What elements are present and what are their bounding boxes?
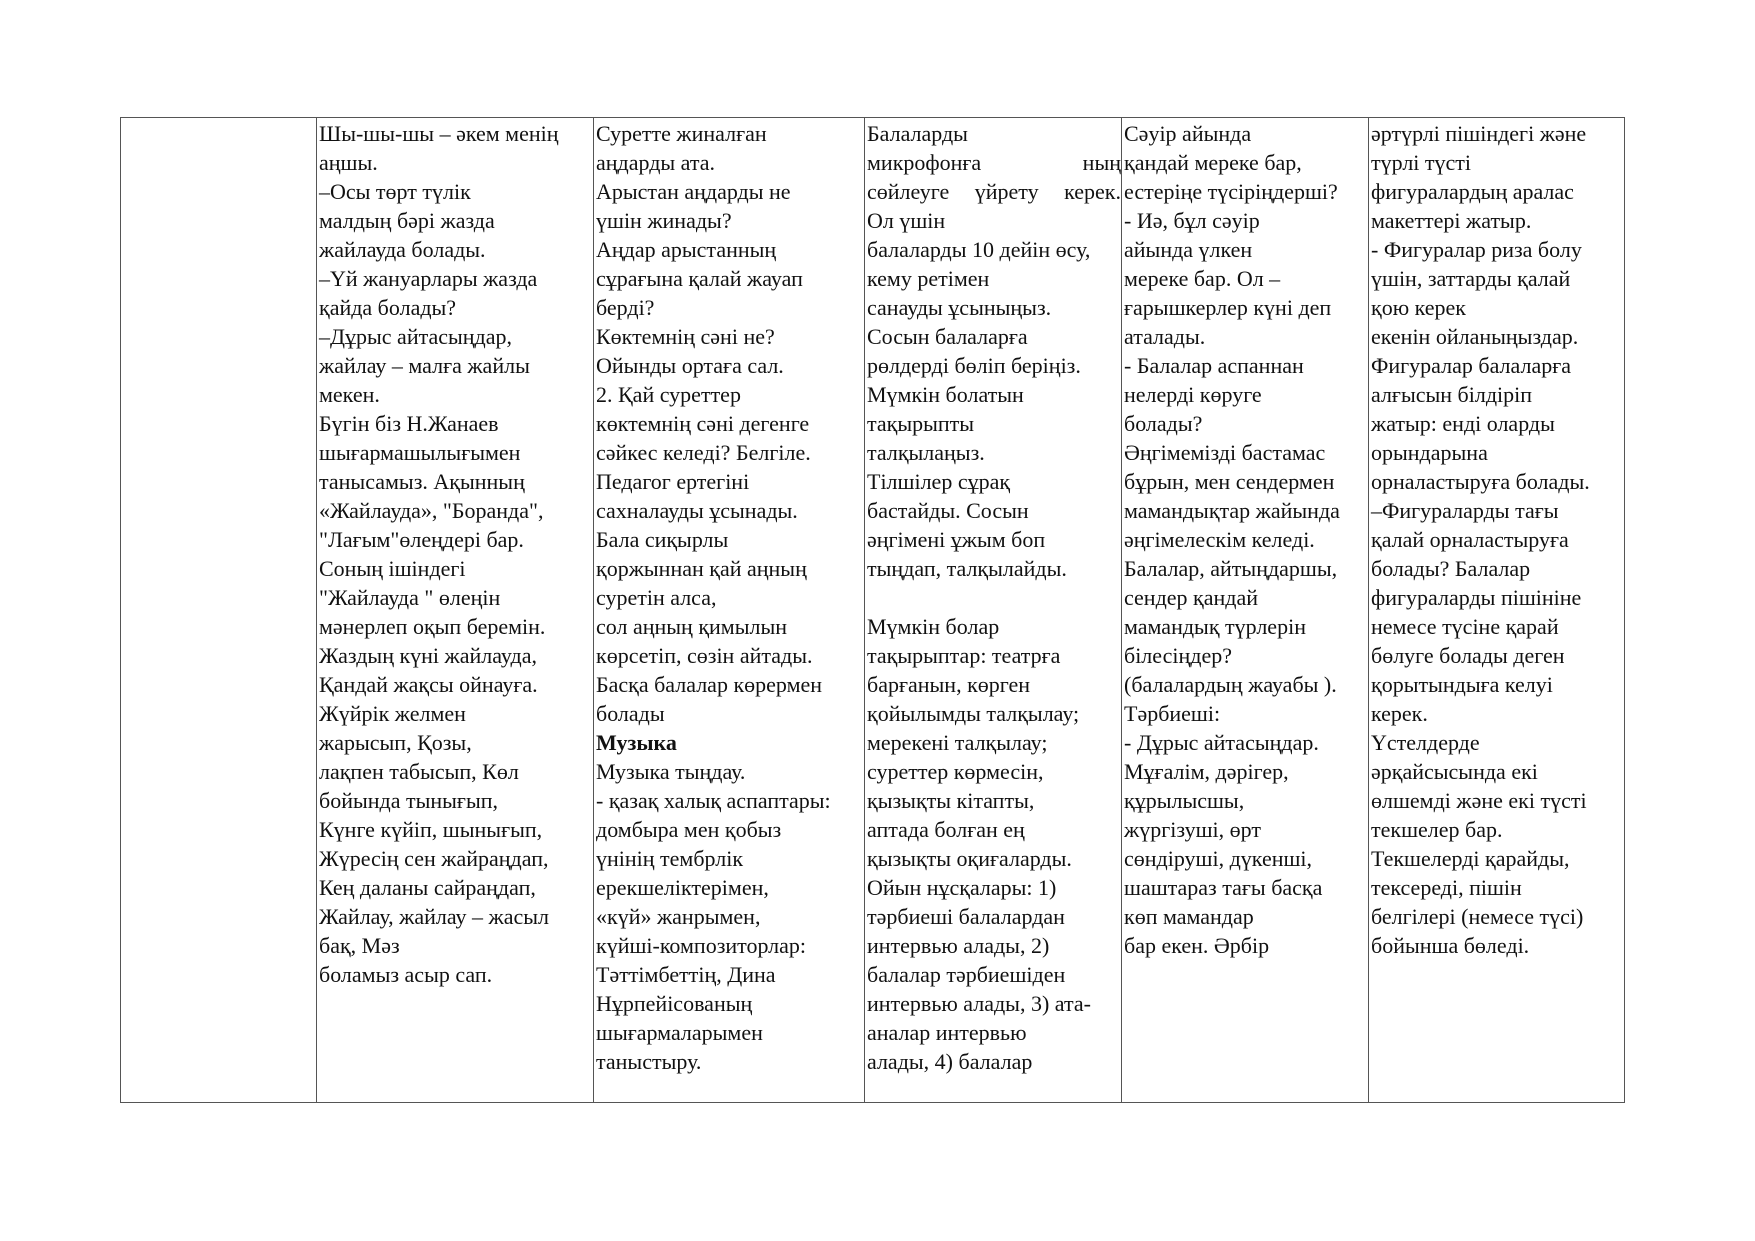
cell-text-line: бойында тынығып, bbox=[319, 788, 499, 813]
cell-text-line: мәнерлеп оқып беремін. bbox=[319, 614, 546, 639]
cell-text-line: орналастыруға болады. bbox=[1371, 469, 1590, 494]
cell-text-line: белгілері (немесе түсі) bbox=[1371, 904, 1584, 929]
cell-text-line: Қандай жақсы ойнауға. bbox=[319, 672, 538, 697]
cell-text-line: Көктемнің сәні не? bbox=[596, 324, 775, 349]
table-column-professions bbox=[1122, 118, 1369, 1102]
cell-text-line: әңгімелескім келеді. bbox=[1124, 527, 1315, 552]
cell-text-line: Күнге күйіп, шынығып, bbox=[319, 817, 543, 842]
cell-text-line: қызықты оқиғаларды. bbox=[867, 846, 1072, 871]
cell-text-line: айында үлкен bbox=[1124, 237, 1253, 262]
cell-text-line: бастайды. Сосын bbox=[867, 498, 1029, 523]
cell-text-line: шаштараз тағы басқа bbox=[1124, 875, 1323, 900]
cell-text-line: шығармашылығымен bbox=[319, 440, 521, 465]
cell-text-line: көктемнің сәні дегенге bbox=[596, 411, 810, 436]
cell-text-line: Басқа балалар көрермен bbox=[596, 672, 823, 697]
cell-text-line: естеріңе түсіріңдерші? bbox=[1124, 179, 1338, 204]
cell-text-line: сөндіруші, дүкенші, bbox=[1124, 846, 1313, 871]
table-column-song bbox=[317, 118, 594, 1102]
cell-text-line: Текшелерді қарайды, bbox=[1371, 846, 1570, 871]
cell-text-line: жайлау – малға жайлы bbox=[319, 353, 530, 378]
cell-text-line: Тәрбиеші: bbox=[1124, 701, 1221, 726]
cell-text-line: көп мамандар bbox=[1124, 904, 1254, 929]
cell-text-line: Сәуір айында bbox=[1124, 121, 1252, 146]
cell-text-line: Мүмкін болар bbox=[867, 614, 1000, 639]
cell-text-line: микрофонға ның bbox=[867, 150, 1121, 175]
cell-text-line: тақырыптар: театрға bbox=[867, 643, 1061, 668]
cell-text-line: макеттері жатыр. bbox=[1371, 208, 1532, 233]
cell-text-line: кему ретімен bbox=[867, 266, 990, 291]
cell-text-line: шығармаларымен bbox=[596, 1020, 763, 1045]
cell-text-line: Музыка bbox=[596, 730, 677, 755]
cell-text-line: малдың бәрі жазда bbox=[319, 208, 495, 233]
cell-text-line: тәрбиеші балалардан bbox=[867, 904, 1065, 929]
cell-text-line: берді? bbox=[596, 295, 655, 320]
cell-text-line: боламыз асыр сап. bbox=[319, 962, 493, 987]
cell-text-line: бойынша бөледі. bbox=[1371, 933, 1530, 958]
cell-text-line: талқылаңыз. bbox=[867, 440, 985, 465]
cell-text-line: "Жайлауда " өлеңін bbox=[319, 585, 501, 610]
cell-text-line: үшін жинады? bbox=[596, 208, 732, 233]
cell-text-line: «Жайлауда», "Боранда", bbox=[319, 498, 544, 523]
cell-text-line: әңгімені ұжым боп bbox=[867, 527, 1046, 552]
cell-text-line: тыңдап, талқылайды. bbox=[867, 556, 1067, 581]
cell-text-line: Жайлау, жайлау – жасыл bbox=[319, 904, 549, 929]
cell-text-line: балаларды 10 дейін өсу, bbox=[867, 237, 1091, 262]
cell-text-line: рөлдерді бөліп беріңіз. bbox=[867, 353, 1081, 378]
cell-text-line: аптада болған ең bbox=[867, 817, 1025, 842]
cell-text-line: мекен. bbox=[319, 382, 380, 407]
cell-text-line: Үстелдерде bbox=[1371, 730, 1480, 755]
cell-text-line: мерекені талқылау; bbox=[867, 730, 1048, 755]
cell-text-line: Мұғалім, дәрігер, bbox=[1124, 759, 1289, 784]
cell-text-line: –Дұрыс айтасыңдар, bbox=[319, 324, 513, 349]
cell-text-line: текшелер бар. bbox=[1371, 817, 1503, 842]
cell-text-line: бар екен. Әрбір bbox=[1124, 933, 1270, 958]
cell-text-line: қойылымды талқылау; bbox=[867, 701, 1080, 726]
cell-text-line: орындарына bbox=[1371, 440, 1488, 465]
cell-text-line: - Фигуралар риза болу bbox=[1371, 237, 1582, 262]
cell-text-line: жайлауда болады. bbox=[319, 237, 486, 262]
cell-text-line: - Иә, бұл сәуір bbox=[1124, 208, 1260, 233]
cell-text-line: түрлі түсті bbox=[1371, 150, 1472, 175]
cell-text-line: - Дұрыс айтасыңдар. bbox=[1124, 730, 1319, 755]
cell-text-line: - Балалар аспаннан bbox=[1124, 353, 1304, 378]
cell-text-line: тексереді, пішін bbox=[1371, 875, 1522, 900]
cell-text-line: фигураларды пішініне bbox=[1371, 585, 1582, 610]
cell-text-line: көрсетіп, сөзін айтады. bbox=[596, 643, 813, 668]
cell-text-line: –Үй жануарлары жазда bbox=[319, 266, 538, 291]
cell-text-line: Бала сиқырлы bbox=[596, 527, 729, 552]
cell-text-line bbox=[867, 583, 1121, 612]
cell-text-line: Ойын нұсқалары: 1) bbox=[867, 875, 1057, 900]
table-column-interview bbox=[865, 118, 1122, 1102]
cell-text-line: болады? bbox=[1124, 411, 1203, 436]
cell-text-line: әртүрлі пішіндегі және bbox=[1371, 121, 1587, 146]
cell-text-line: фигуралардың аралас bbox=[1371, 179, 1574, 204]
cell-text-line: Педагог ертегіні bbox=[596, 469, 750, 494]
cell-text-line: нелерді көруге bbox=[1124, 382, 1262, 407]
cell-text-line: "Лағым"өлеңдері бар. bbox=[319, 527, 524, 552]
cell-text-line: Жүресің сен жайраңдап, bbox=[319, 846, 549, 871]
cell-text-line: (балалардың жауабы ). bbox=[1124, 672, 1337, 697]
cell-text-line: ғарышкерлер күні деп bbox=[1124, 295, 1332, 320]
cell-text-line: қандай мереке бар, bbox=[1124, 150, 1302, 175]
cell-text-line: Аңдар арыстанның bbox=[596, 237, 777, 262]
cell-text-line: қоржыннан қай аңның bbox=[596, 556, 807, 581]
cell-text-line: болады bbox=[596, 701, 665, 726]
cell-text-line: өлшемді және екі түсті bbox=[1371, 788, 1587, 813]
cell-text-line: суреттер көрмесін, bbox=[867, 759, 1044, 784]
cell-text-line: мамандық түрлерін bbox=[1124, 614, 1306, 639]
lesson-plan-table bbox=[120, 117, 1625, 1103]
cell-text-line: бөлуге болады деген bbox=[1371, 643, 1565, 668]
cell-text-line: құрылысшы, bbox=[1124, 788, 1245, 813]
cell-text-line: суретін алса, bbox=[596, 585, 717, 610]
cell-text-line: таныстыру. bbox=[596, 1049, 702, 1074]
cell-text-line: Бүгін біз Н.Жанаев bbox=[319, 411, 499, 436]
cell-text-line: Сосын балаларға bbox=[867, 324, 1028, 349]
cell-text-line: Шы-шы-шы – әкем менің bbox=[319, 121, 559, 146]
cell-text-line: жүргізуші, өрт bbox=[1124, 817, 1261, 842]
cell-text-line: үшін, заттарды қалай bbox=[1371, 266, 1571, 291]
cell-text-line: алады, 4) балалар bbox=[867, 1049, 1033, 1074]
cell-text-line: –Фигураларды тағы bbox=[1371, 498, 1559, 523]
cell-text-line: танысамыз. Ақынның bbox=[319, 469, 525, 494]
cell-text-line: жарысып, Қозы, bbox=[319, 730, 472, 755]
cell-text-line: Жүйрік желмен bbox=[319, 701, 466, 726]
cell-text-line: қорытындыға келуі bbox=[1371, 672, 1553, 697]
cell-text-line: білесіңдер? bbox=[1124, 643, 1232, 668]
cell-text-line: Балаларды bbox=[867, 121, 968, 146]
cell-text-line: Мүмкін болатын bbox=[867, 382, 1024, 407]
cell-text-line: сол аңның қимылын bbox=[596, 614, 788, 639]
table-column-figures bbox=[1369, 118, 1626, 1102]
cell-text-line: тақырыпты bbox=[867, 411, 975, 436]
cell-text-line: аталады. bbox=[1124, 324, 1206, 349]
cell-text-line: Тәттімбеттің, Дина bbox=[596, 962, 776, 987]
cell-text-line: керек. bbox=[1371, 701, 1428, 726]
cell-text-line: Нұрпейісованың bbox=[596, 991, 753, 1016]
cell-text-line: Тілшілер сұрақ bbox=[867, 469, 1011, 494]
cell-text-line: санауды ұсыныңыз. bbox=[867, 295, 1052, 320]
cell-text-line: үнінің тембрлік bbox=[596, 846, 744, 871]
cell-text-line: бақ, Мәз bbox=[319, 933, 400, 958]
cell-text-line: Балалар, айтыңдаршы, bbox=[1124, 556, 1338, 581]
cell-text-line: Музыка тыңдау. bbox=[596, 759, 746, 784]
cell-text-line: аңдарды ата. bbox=[596, 150, 716, 175]
table-column-story-music bbox=[594, 118, 865, 1102]
cell-text-line: сендер қандай bbox=[1124, 585, 1258, 610]
cell-text-line: интервью алады, 3) ата- bbox=[867, 991, 1091, 1016]
cell-text-line: мереке бар. Ол – bbox=[1124, 266, 1281, 291]
cell-text-line: аналар интервью bbox=[867, 1020, 1027, 1045]
table-column-empty bbox=[121, 118, 317, 1102]
cell-text-line: –Осы төрт түлік bbox=[319, 179, 471, 204]
cell-text-line: Ойынды ортаға сал. bbox=[596, 353, 784, 378]
cell-text-line: қалай орналастыруға bbox=[1371, 527, 1569, 552]
cell-text-line: барғанын, көрген bbox=[867, 672, 1031, 697]
cell-text-line: интервью алады, 2) bbox=[867, 933, 1050, 958]
cell-text-line: домбыра мен қобыз bbox=[596, 817, 782, 842]
cell-text-line: Суретте жиналған bbox=[596, 121, 767, 146]
cell-text-line: сөйлеуге үйрету керек. bbox=[867, 179, 1121, 204]
cell-text-line: болады? Балалар bbox=[1371, 556, 1531, 581]
cell-text-line: әрқайсысында екі bbox=[1371, 759, 1538, 784]
cell-text-line: күйші-композиторлар: bbox=[596, 933, 807, 958]
cell-text-line: қою керек bbox=[1371, 295, 1466, 320]
cell-text-line: қайда болады? bbox=[319, 295, 457, 320]
cell-text-line: аңшы. bbox=[319, 150, 378, 175]
cell-text-line: Соның ішіндегі bbox=[319, 556, 466, 581]
cell-text-line: Фигуралар балаларға bbox=[1371, 353, 1571, 378]
cell-text-line: қызықты кітапты, bbox=[867, 788, 1035, 813]
cell-text-line: 2. Қай суреттер bbox=[596, 382, 741, 407]
cell-text-line: - қазақ халық аспаптары: bbox=[596, 788, 831, 813]
cell-text-line: сахналауды ұсынады. bbox=[596, 498, 798, 523]
cell-text-line: мамандықтар жайында bbox=[1124, 498, 1340, 523]
cell-text-line: лақпен табысып, Көл bbox=[319, 759, 519, 784]
cell-text-line: немесе түсіне қарай bbox=[1371, 614, 1559, 639]
cell-text-line: Әңгімемізді бастамас bbox=[1124, 440, 1326, 465]
cell-text-line: Ол үшін bbox=[867, 208, 946, 233]
cell-text-line: жатыр: енді оларды bbox=[1371, 411, 1555, 436]
cell-text-line: екенін ойланыңыздар. bbox=[1371, 324, 1579, 349]
cell-text-line: балалар тәрбиешіден bbox=[867, 962, 1066, 987]
cell-text-line: Кең даланы сайраңдап, bbox=[319, 875, 536, 900]
cell-text-line: сәйкес келеді? Белгіле. bbox=[596, 440, 811, 465]
cell-text-line: «күй» жанрымен, bbox=[596, 904, 761, 929]
cell-text-line: сұрағына қалай жауап bbox=[596, 266, 803, 291]
cell-text-line: бұрын, мен сендермен bbox=[1124, 469, 1335, 494]
cell-text-line: ерекшеліктерімен, bbox=[596, 875, 769, 900]
cell-text-line: Жаздың күні жайлауда, bbox=[319, 643, 537, 668]
cell-text-line: Арыстан аңдарды не bbox=[596, 179, 791, 204]
cell-text-line: алғысын білдіріп bbox=[1371, 382, 1533, 407]
